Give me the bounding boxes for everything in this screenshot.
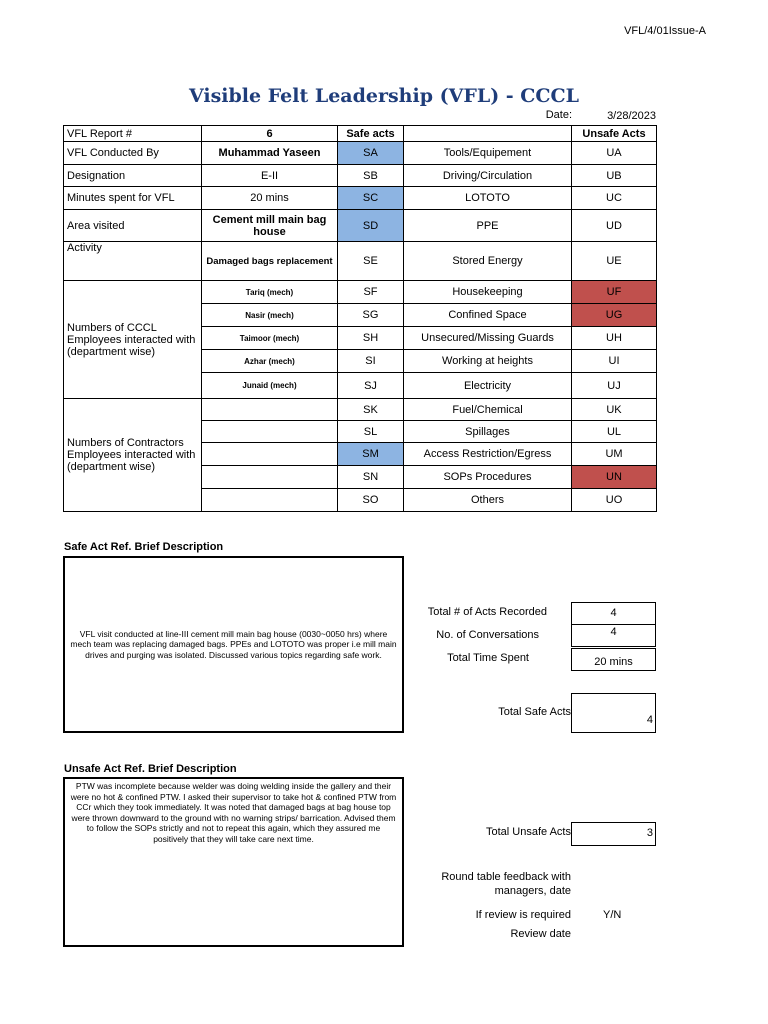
unsafe-code: UO [572,489,657,512]
report-label: VFL Report # [64,126,202,142]
safe-act-description-box [63,556,404,733]
contractor-name [202,443,338,466]
unsafe-code: UN [572,466,657,489]
category: SOPs Procedures [404,466,572,489]
table-row [64,210,657,242]
unsafe-code: UM [572,443,657,466]
contractor-name [202,489,338,512]
contractor-name [202,466,338,489]
unsafe-code: UF [572,281,657,304]
conducted-by-label: VFL Conducted By [64,142,202,165]
category: Others [404,489,572,512]
unsafe-acts-header: Unsafe Acts [572,126,657,142]
safe-code: SL [338,421,404,443]
unsafe-code: UB [572,165,657,187]
designation-value: E-II [202,165,338,187]
total-unsafe-acts-label: Total Unsafe Acts [486,826,571,838]
unsafe-code: UJ [572,373,657,399]
time-spent-label: Total Time Spent [447,652,529,664]
category: LOTOTO [404,187,572,210]
unsafe-code: UL [572,421,657,443]
activity-label: Activity [64,242,202,281]
employee-name: Nasir (mech) [202,304,338,327]
category: Spillages [404,421,572,443]
total-safe-acts-label: Total Safe Acts [498,706,571,718]
contractor-employees-label: Numbers of Contractors Employees interacted with (department wise) [64,399,202,512]
safe-code: SN [338,466,404,489]
unsafe-code: UA [572,142,657,165]
total-unsafe-acts-value: 3 [571,822,656,846]
safe-code: SO [338,489,404,512]
conversations-value: 4 [571,624,656,647]
category: PPE [404,210,572,242]
table-row [64,242,657,281]
employee-name: Azhar (mech) [202,350,338,373]
safe-code: SH [338,327,404,350]
employee-name: Tariq (mech) [202,281,338,304]
unsafe-code: UG [572,304,657,327]
unsafe-code: UC [572,187,657,210]
minutes-value: 20 mins [202,187,338,210]
category: Driving/Circulation [404,165,572,187]
safe-code: SI [338,350,404,373]
conversations-label: No. of Conversations [436,629,539,641]
review-required-value: Y/N [603,909,622,921]
unsafe-code: UH [572,327,657,350]
time-spent-value: 20 mins [571,648,656,671]
table-header-row [64,126,657,142]
document-reference: VFL/4/01Issue-A [624,25,706,37]
table-row [64,281,657,304]
category: Stored Energy [404,242,572,281]
review-date-label: Review date [510,928,571,940]
roundtable-feedback-label: Round table feedback with managers, date [441,871,571,897]
safe-act-heading: Safe Act Ref. Brief Description [64,541,224,553]
contractor-name [202,421,338,443]
table-row [64,187,657,210]
safe-act-description: VFL visit conducted at line-III cement mill main bag house (0030~0050 hrs) where mech team was replacing damaged bags. PPEs and LOTOTO was proper i.e mill main drives and purging was isolated. Discussed various topics regarding safe work. [70,628,397,660]
unsafe-act-heading: Unsafe Act Ref. Brief Description [64,763,237,775]
unsafe-code: UK [572,399,657,421]
safe-code: SE [338,242,404,281]
category: Tools/Equipement [404,142,572,165]
vfl-table [63,125,657,512]
safe-code: SF [338,281,404,304]
table-row [64,165,657,187]
category: Housekeeping [404,281,572,304]
safe-code: SB [338,165,404,187]
date-value: 3/28/2023 [607,110,656,122]
review-required-label: If review is required [475,909,571,921]
table-row [64,399,657,421]
category-header [404,126,572,142]
safe-acts-header: Safe acts [338,126,404,142]
safe-code: SJ [338,373,404,399]
category: Electricity [404,373,572,399]
category: Unsecured/Missing Guards [404,327,572,350]
page-title: Visible Felt Leadership (VFL) - CCCL [188,85,580,107]
safe-code: SC [338,187,404,210]
employee-name: Junaid (mech) [202,373,338,399]
total-acts-label: Total # of Acts Recorded [427,606,547,618]
contractor-name [202,399,338,421]
area-label: Area visited [64,210,202,242]
employee-name: Taimoor (mech) [202,327,338,350]
category: Working at heights [404,350,572,373]
safe-code: SM [338,443,404,466]
minutes-label: Minutes spent for VFL [64,187,202,210]
unsafe-code: UI [572,350,657,373]
report-value: 6 [202,126,338,142]
cccl-employees-label: Numbers of CCCL Employees interacted with (department wise) [64,281,202,399]
conducted-by-value: Muhammad Yaseen [202,142,338,165]
table-row [64,142,657,165]
safe-code: SD [338,210,404,242]
category: Confined Space [404,304,572,327]
designation-label: Designation [64,165,202,187]
unsafe-code: UE [572,242,657,281]
safe-code: SA [338,142,404,165]
safe-code: SK [338,399,404,421]
activity-value: Damaged bags replacement [202,242,338,281]
date-label: Date: [545,109,572,121]
category: Access Restriction/Egress [404,443,572,466]
safe-code: SG [338,304,404,327]
category: Fuel/Chemical [404,399,572,421]
unsafe-act-description: PTW was incomplete because welder was doing welding inside the gallery and their were no hot & confined PTW. I asked their supervisor to take hot & confined PTW from CCr which they took immediately. It was noted that damaged bags at bag house top were thrown downward to the ground with no warning strips/ barrication. Advised them to follow the SOPs strictly and not to repeat this again, which they assured me positively that they will take care next time. [70,781,397,844]
total-acts-value: 4 [571,602,656,625]
total-safe-acts-value: 4 [571,693,656,733]
unsafe-code: UD [572,210,657,242]
area-value: Cement mill main bag house [202,210,338,242]
unsafe-act-description-box [63,777,404,947]
